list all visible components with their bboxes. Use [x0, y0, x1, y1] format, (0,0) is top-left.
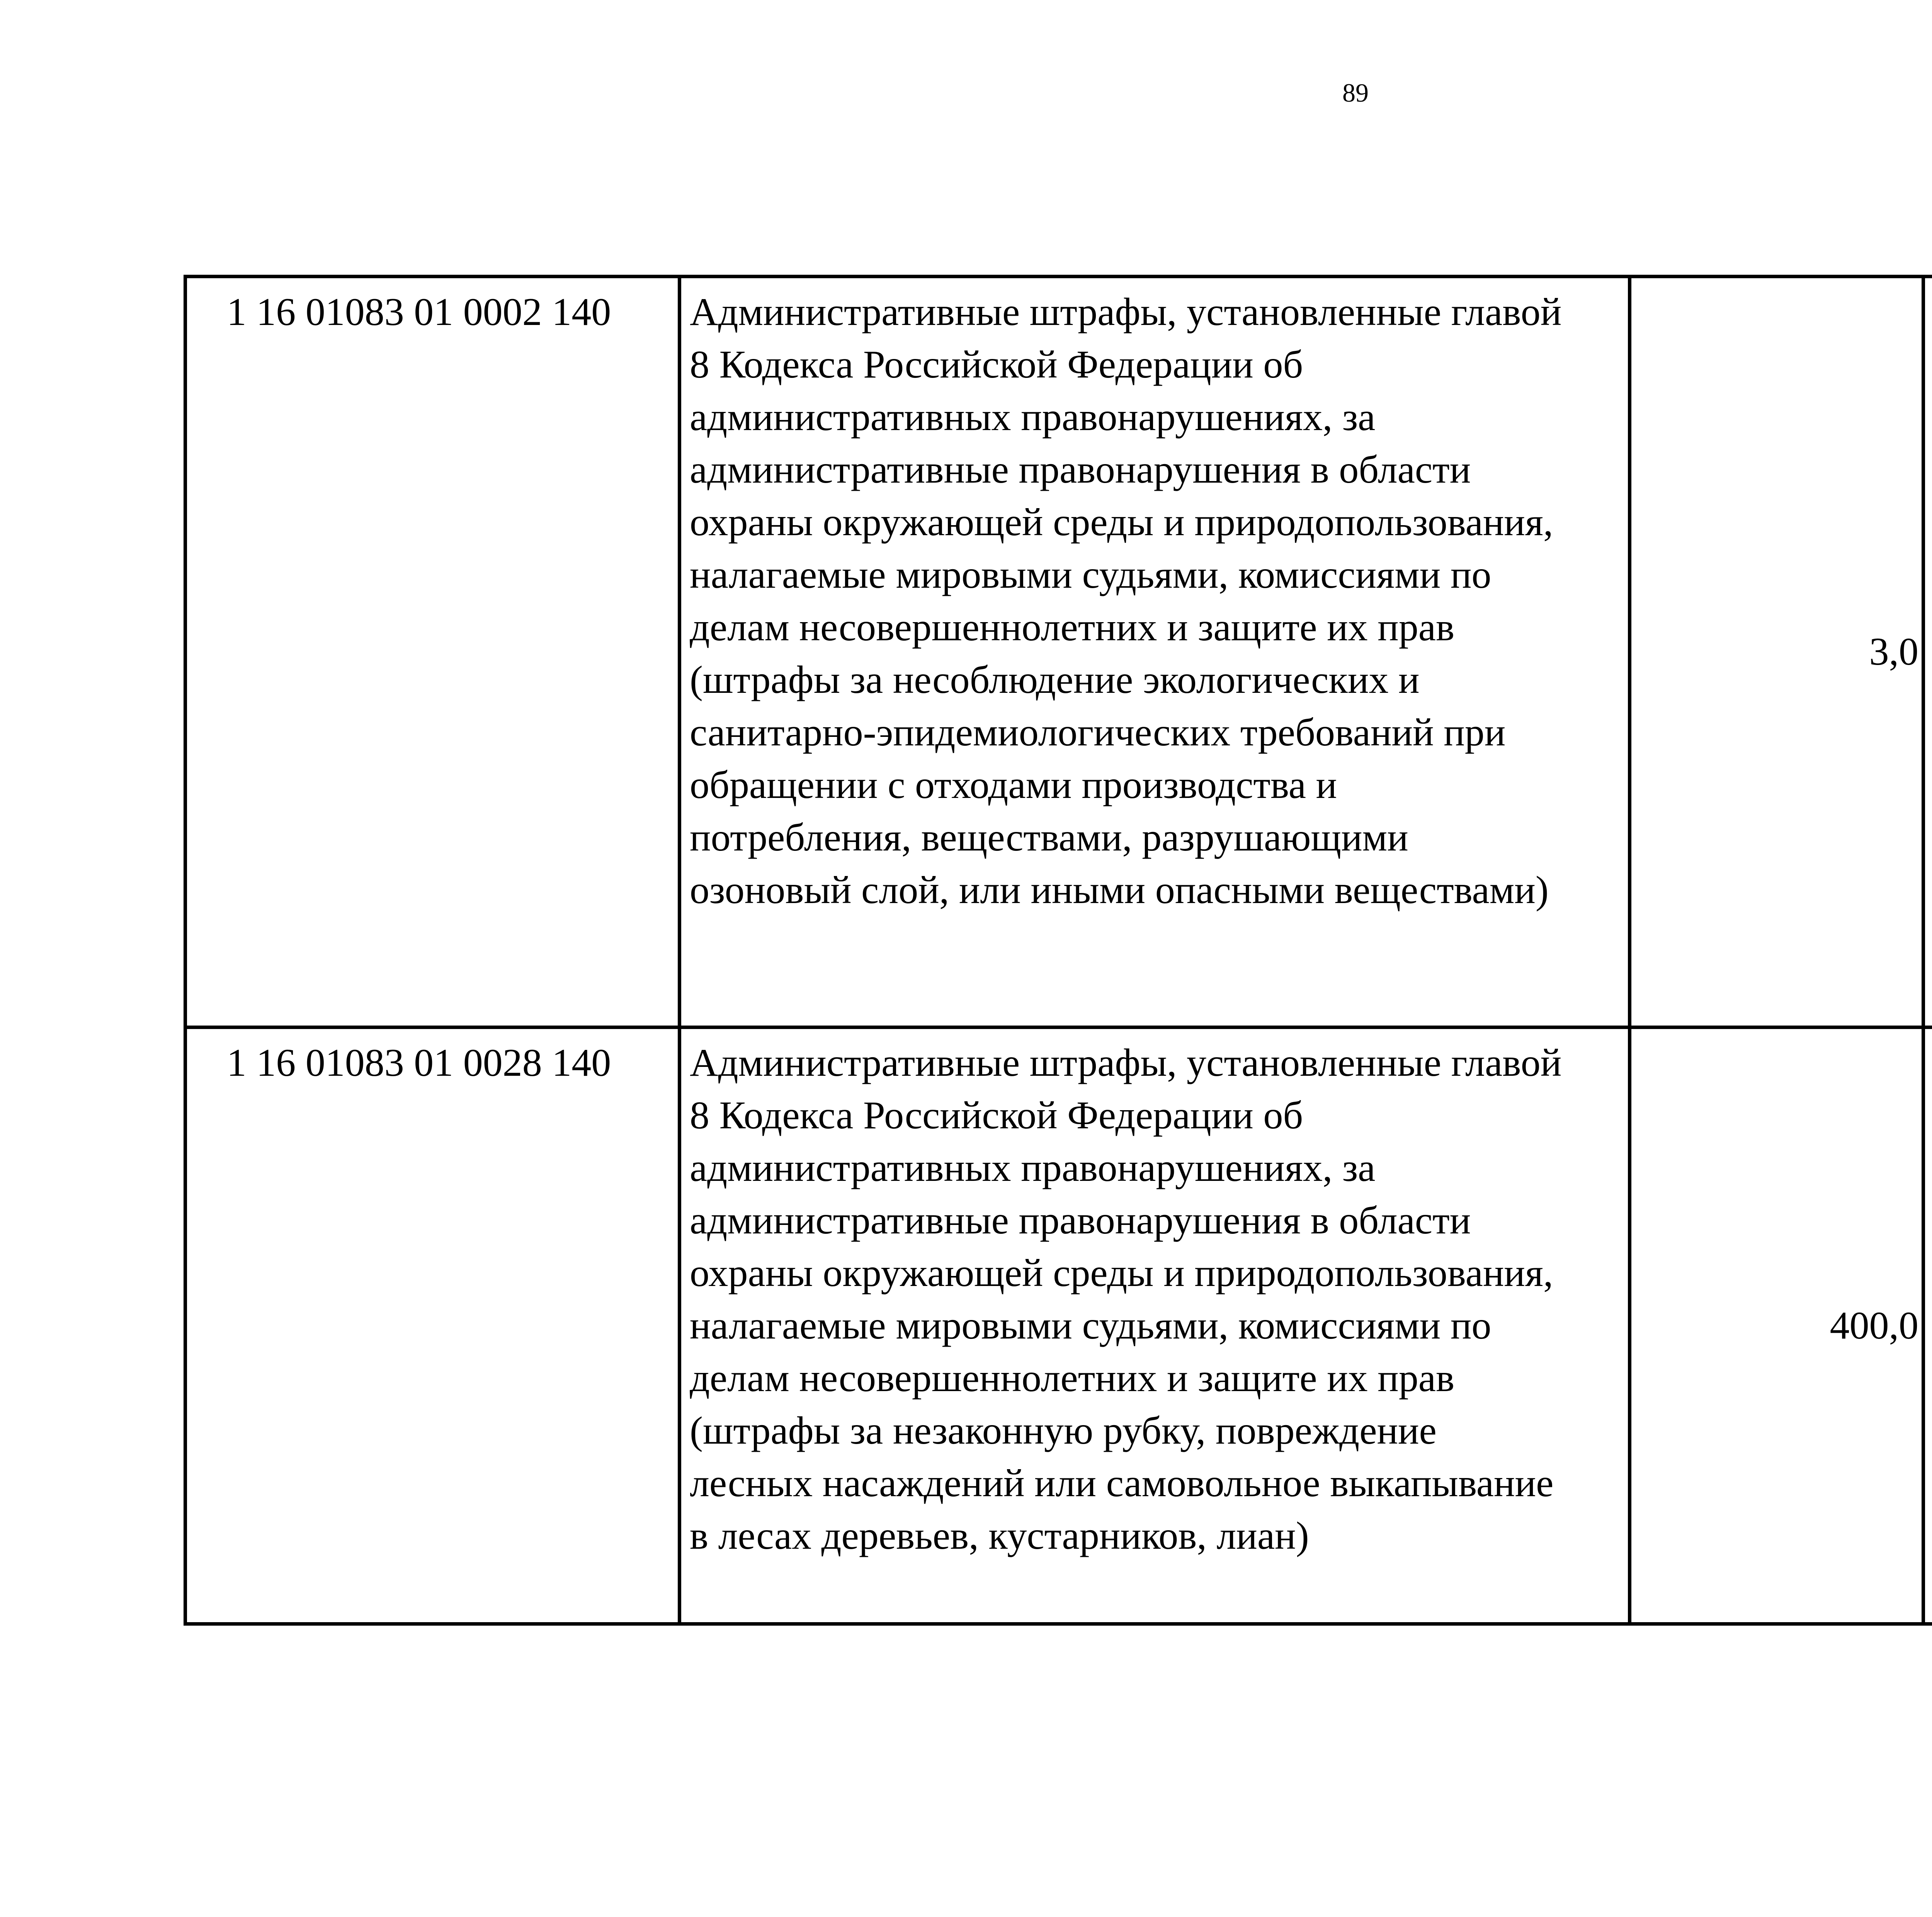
description-line: (штрафы за несоблюдение экологических и [690, 658, 1420, 702]
description-line: озоновый слой, или иными опасными веществами) [690, 868, 1549, 912]
description-line: административные правонарушения в области [690, 448, 1471, 492]
budget-code-cell: 1 16 01083 01 0002 140 [185, 277, 680, 1027]
page-number: 89 [1342, 78, 1369, 107]
description-line: потребления, веществами, разрушающими [690, 816, 1408, 859]
description-cell [680, 1027, 1630, 1624]
value-cell [1923, 277, 1932, 1027]
description-line: делам несовершеннолетних и защите их прав [690, 606, 1455, 649]
description-cell [680, 277, 1630, 1027]
value-cell: 400,0 [1630, 1027, 1923, 1624]
description-line: 8 Кодекса Российской Федерации об [690, 343, 1303, 386]
description-line: налагаемые мировыми судьями, комиссиями по [690, 1304, 1492, 1347]
value-cell [1923, 1027, 1932, 1624]
description-line: 8 Кодекса Российской Федерации об [690, 1094, 1303, 1137]
description-line: административных правонарушениях, за [690, 395, 1376, 439]
description-line: в лесах деревьев, кустарников, лиан) [690, 1514, 1309, 1558]
description-line: обращении с отходами производства и [690, 763, 1337, 807]
table-row [185, 277, 1932, 1027]
description-line: административных правонарушениях, за [690, 1146, 1376, 1190]
description-line: Административные штрафы, установленные главой [690, 1041, 1562, 1085]
description-line: (штрафы за незаконную рубку, повреждение [690, 1409, 1437, 1453]
description-line: охраны окружающей среды и природопользования, [690, 1251, 1553, 1295]
value-cell: 3,0 [1630, 277, 1923, 1027]
description-line: административные правонарушения в области [690, 1199, 1471, 1242]
description-line: санитарно-эпидемиологических требований при [690, 711, 1506, 754]
description-line: Административные штрафы, установленные главой [690, 290, 1562, 334]
description-line: охраны окружающей среды и природопользования, [690, 500, 1553, 544]
description-line: налагаемые мировыми судьями, комиссиями по [690, 553, 1492, 597]
description-line: лесных насаждений или самовольное выкапывание [690, 1461, 1554, 1505]
table-row [185, 1027, 1932, 1624]
description-line: делам несовершеннолетних и защите их прав [690, 1356, 1455, 1400]
budget-code-cell: 1 16 01083 01 0028 140 [185, 1027, 680, 1624]
budget-table [184, 275, 1932, 1626]
